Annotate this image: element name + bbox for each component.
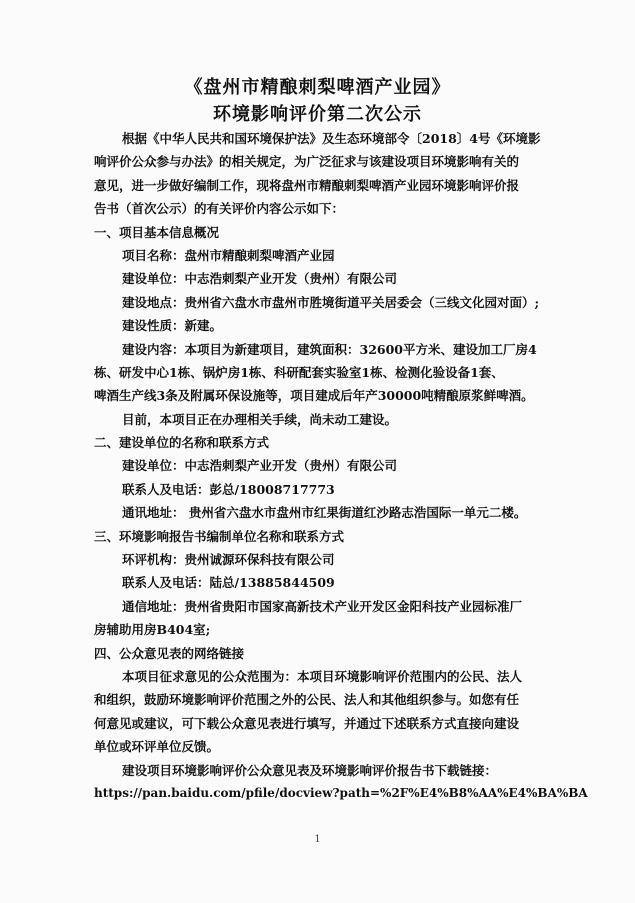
page-number: 1	[314, 834, 321, 845]
text-line: 根据《中华人民共和国环境保护法》及生态环境部令〔2018〕4号《环境影	[122, 131, 541, 146]
text-line: 建设单位：中志浩刺梨产业开发（贵州）有限公司	[122, 458, 398, 474]
text-line: 建设性质：新建。	[122, 318, 223, 334]
text-line: 和组织，鼓励环境影响评价范围之外的公民、法人和其他组织参与。如您有任	[94, 692, 520, 708]
text-line: 一、项目基本信息概况	[94, 224, 220, 240]
text-line: 通信地址：贵州省贵阳市国家高新技术产业开发区金阳科技产业园标准厂	[122, 598, 523, 614]
document-title: 《盘州市精酿刺梨啤酒产业园》	[184, 77, 451, 98]
text-line: 告书（首次公示）的有关评价内容公示如下：	[94, 201, 345, 217]
text-line: 通讯地址： 贵州省六盘水市盘州市红果街道红沙路志浩国际一单元二楼。	[122, 505, 527, 521]
text-line: 单位或环评单位反馈。	[94, 739, 220, 755]
download-link[interactable]: https://pan.baidu.com/pfile/docview?path=%2F%E4%B8%AA%E4%BA%BA	[94, 785, 588, 800]
text-line: 环评机构：贵州诚源环保科技有限公司	[122, 552, 335, 568]
text-line: 建设内容：本项目为新建项目，建筑面积：32600平方米、建设加工厂房4	[122, 341, 537, 357]
text-line: 目前，本项目正在办理相关手续，尚未动工建设。	[122, 411, 398, 427]
document-subtitle: 环境影响评价第二次公示	[213, 104, 422, 125]
text-line: 项目名称：盘州市精酿刺梨啤酒产业园	[122, 247, 335, 263]
text-line: 四、公众意见表的网络链接	[94, 645, 245, 661]
text-line: 房辅助用房B404室;	[94, 622, 211, 638]
text-line: 三、环境影响报告书编制单位名称和联系方式	[94, 528, 345, 544]
text-line: 联系人及电话：陆总/13885844509	[122, 575, 335, 591]
text-line: 栋、研发中心1栋、锅炉房1栋、科研配套实验室1栋、检测化验设备1套、	[94, 364, 504, 380]
text-line: 本项目征求意见的公众范围为：本项目环境影响评价范围内的公民、法人	[122, 668, 523, 684]
text-line: 响评价公众参与办法》的相关规定，为广泛征求与该建设项目环境影响有关的	[94, 154, 520, 170]
text-line: 建设单位：中志浩刺梨产业开发（贵州）有限公司	[122, 271, 398, 287]
text-line: 建设项目环境影响评价公众意见表及环境影响评价报告书下载链接：	[122, 762, 498, 778]
document-body	[94, 127, 588, 805]
text-line: 建设地点：贵州省六盘水市盘州市胜境街道平关居委会（三线文化园对面）;	[122, 294, 540, 310]
text-line: 意见，进一步做好编制工作，现将盘州市精酿刺梨啤酒产业园环境影响评价报	[94, 177, 520, 193]
text-line: 啤酒生产线3条及附属环保设施等，项目建成后年产30000吨精酿原浆鲜啤酒。	[94, 388, 534, 404]
text-line: 联系人及电话：彭总/18008717773	[122, 481, 335, 497]
text-line: 何意见或建议，可下载公众意见表进行填写，并通过下述联系方式直接向建设	[94, 715, 520, 731]
text-line: 二、建设单位的名称和联系方式	[94, 435, 270, 451]
